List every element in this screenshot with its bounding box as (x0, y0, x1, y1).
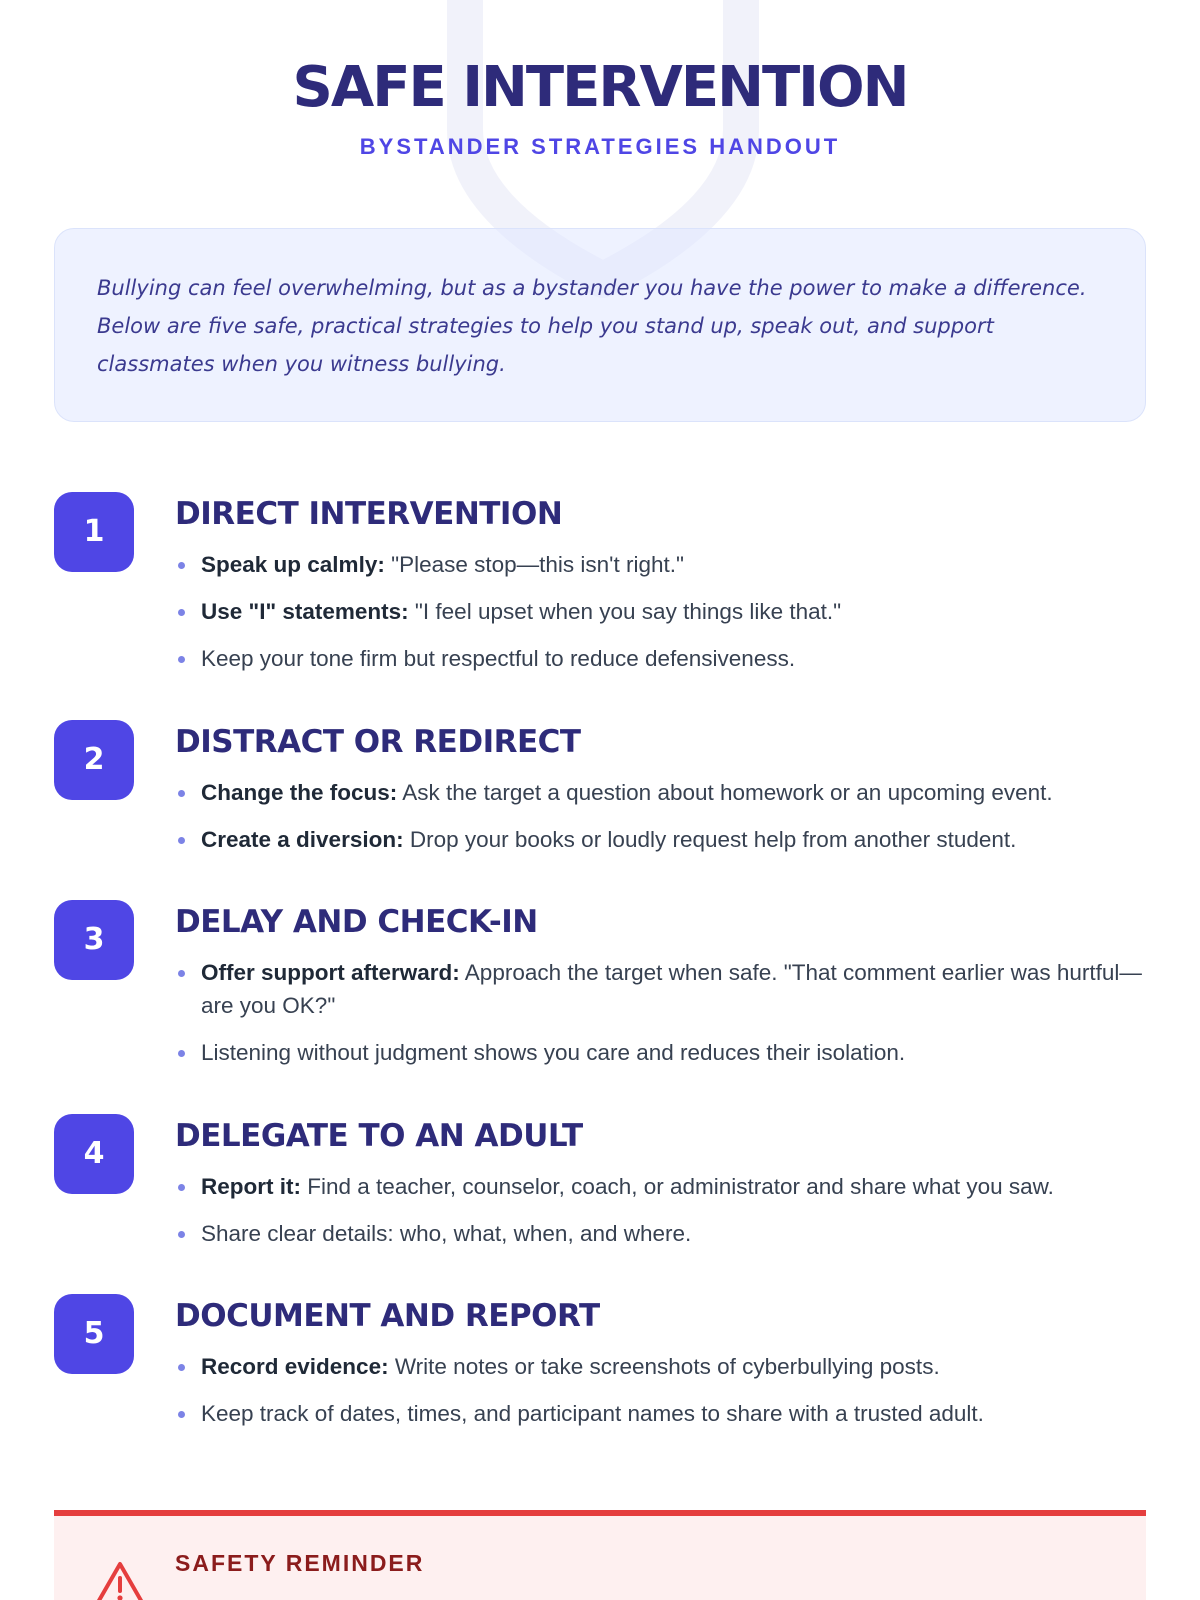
strategy-bullet-list (175, 1350, 1150, 1444)
strategy-title: DELEGATE TO AN ADULT (175, 1118, 583, 1154)
bullet-item (175, 595, 1150, 628)
strategy-number-badge: 3 (54, 900, 134, 980)
strategy-number-badge: 4 (54, 1114, 134, 1194)
bullet-text: Approach the target when safe. "That comment earlier was hurtful—are you OK?" (201, 960, 1142, 1018)
bullet-item (175, 1217, 1150, 1250)
bullet-text: Write notes or take screenshots of cyberbullying posts. (394, 1354, 940, 1379)
page-header (0, 0, 1200, 160)
bullet-text: Find a teacher, counselor, coach, or administrator and share what you saw. (307, 1174, 1054, 1199)
strategy-title: DELAY AND CHECK-IN (175, 904, 538, 940)
warning-icon (94, 1560, 146, 1600)
strategy-number-badge: 1 (54, 492, 134, 572)
bullet-label: Change the focus: (201, 780, 398, 805)
bullet-text: "Please stop—this isn't right." (391, 552, 684, 577)
strategy-title: DISTRACT OR REDIRECT (175, 724, 581, 760)
bullet-item (175, 956, 1150, 1022)
bullet-item (175, 642, 1150, 675)
strategy-bullet-list (175, 956, 1150, 1083)
bullet-item (175, 1397, 1150, 1430)
bullet-label: Record evidence: (201, 1354, 389, 1379)
safety-reminder-box (54, 1510, 1146, 1600)
bullet-label: Create a diversion: (201, 827, 404, 852)
bullet-label: Report it: (201, 1174, 301, 1199)
bullet-label: Offer support afterward: (201, 960, 460, 985)
intro-box (54, 228, 1146, 422)
intro-text: Bullying can feel overwhelming, but as a bystander you have the power to make a difference. Below are five safe, practical strategies to help you stand up, speak out, and support classmates when you witness bullying. (97, 276, 1087, 376)
bullet-text: Share clear details: who, what, when, and where. (201, 1221, 692, 1246)
strategy-title: DIRECT INTERVENTION (175, 496, 563, 532)
bullet-item (175, 823, 1150, 856)
strategy-bullet-list (175, 548, 1150, 689)
bullet-item (175, 776, 1150, 809)
bullet-text: "I feel upset when you say things like that." (414, 599, 842, 624)
strategy-number-badge: 2 (54, 720, 134, 800)
safety-reminder-title: SAFETY REMINDER (175, 1550, 425, 1576)
bullet-text: Keep track of dates, times, and participant names to share with a trusted adult. (201, 1401, 984, 1426)
strategy-title: DOCUMENT AND REPORT (175, 1298, 600, 1334)
bullet-item (175, 1170, 1150, 1203)
strategy-bullet-list (175, 776, 1150, 870)
bullet-text: Drop your books or loudly request help from another student. (409, 827, 1017, 852)
bullet-text: Keep your tone firm but respectful to reduce defensiveness. (201, 646, 796, 671)
bullet-text: Ask the target a question about homework or an upcoming event. (402, 780, 1053, 805)
strategy-bullet-list (175, 1170, 1150, 1264)
strategy-number-badge: 5 (54, 1294, 134, 1374)
bullet-label: Use "I" statements: (201, 599, 409, 624)
bullet-item (175, 1036, 1150, 1069)
bullet-label: Speak up calmly: (201, 552, 385, 577)
page-title: SAFE INTERVENTION (292, 55, 908, 120)
bullet-text: Listening without judgment shows you care and reduces their isolation. (201, 1040, 906, 1065)
bullet-item (175, 1350, 1150, 1383)
bullet-item (175, 548, 1150, 581)
page-subtitle: BYSTANDER STRATEGIES HANDOUT (359, 134, 841, 159)
